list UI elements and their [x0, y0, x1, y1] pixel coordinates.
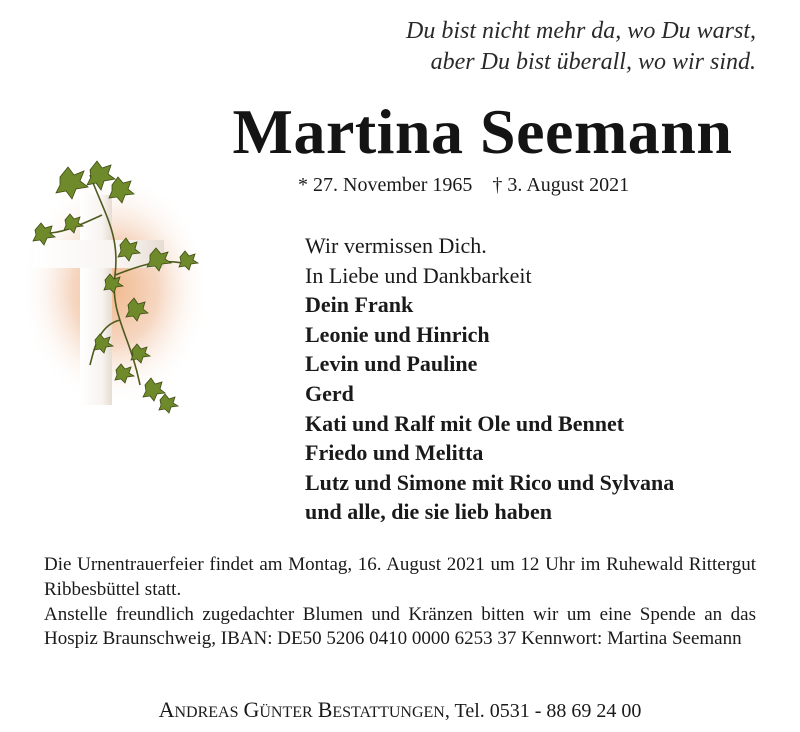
deceased-name: Martina Seemann	[232, 96, 733, 167]
epigraph-quote	[360, 16, 756, 78]
death-date: † 3. August 2021	[492, 174, 630, 196]
family-member: und alle, die sie lieb haben	[305, 499, 552, 525]
epigraph-line-1: Du bist nicht mehr da, wo Du warst,	[405, 18, 756, 44]
company-initial: B	[317, 697, 333, 722]
family-member: Gerd	[305, 380, 354, 406]
company-phone: , Tel. 0531 - 88 69 24 00	[444, 700, 642, 722]
family-member: Kati und Ralf mit Ole und Bennet	[305, 410, 625, 436]
life-dates	[298, 172, 629, 198]
company-word: NDREAS	[174, 704, 239, 721]
company-initial: G	[243, 697, 260, 722]
birth-date: * 27. November 1965	[298, 174, 473, 196]
epigraph-line-2: aber Du bist überall, wo wir sind.	[430, 49, 756, 75]
family-member: Dein Frank	[305, 292, 414, 318]
ceremony-paragraph: Die Urnentrauerfeier findet am Montag, 16. August 2021 um 12 Uhr im Ruhewald Rittergut Ribbesbüttel statt.	[44, 554, 756, 600]
family-member: Friedo und Melitta	[305, 440, 484, 466]
funeral-info	[44, 553, 756, 652]
company-word: ESTATTUNGEN	[332, 704, 445, 721]
family-member: Lutz und Simone mit Rico und Sylvana	[305, 469, 675, 495]
family-member: Leonie und Hinrich	[305, 321, 490, 347]
company-initial: A	[158, 697, 175, 722]
donation-paragraph: Anstelle freundlich zugedachter Blumen und Kränzen bitten wir um eine Spende an das Hospiz Braunschweig, IBAN: DE50 5206 0410 0000 6253 37 Kennwort: Martina Seemann	[44, 603, 756, 650]
funeral-home-footer	[0, 697, 800, 726]
cross-with-ivy-icon	[20, 155, 220, 425]
company-word: ÜNTER	[259, 704, 313, 721]
message-line-2: In Liebe und Dankbarkeit	[305, 262, 532, 288]
family-member: Levin und Pauline	[305, 351, 478, 377]
message-line-1: Wir vermissen Dich.	[305, 233, 487, 258]
signature-block	[305, 231, 674, 527]
